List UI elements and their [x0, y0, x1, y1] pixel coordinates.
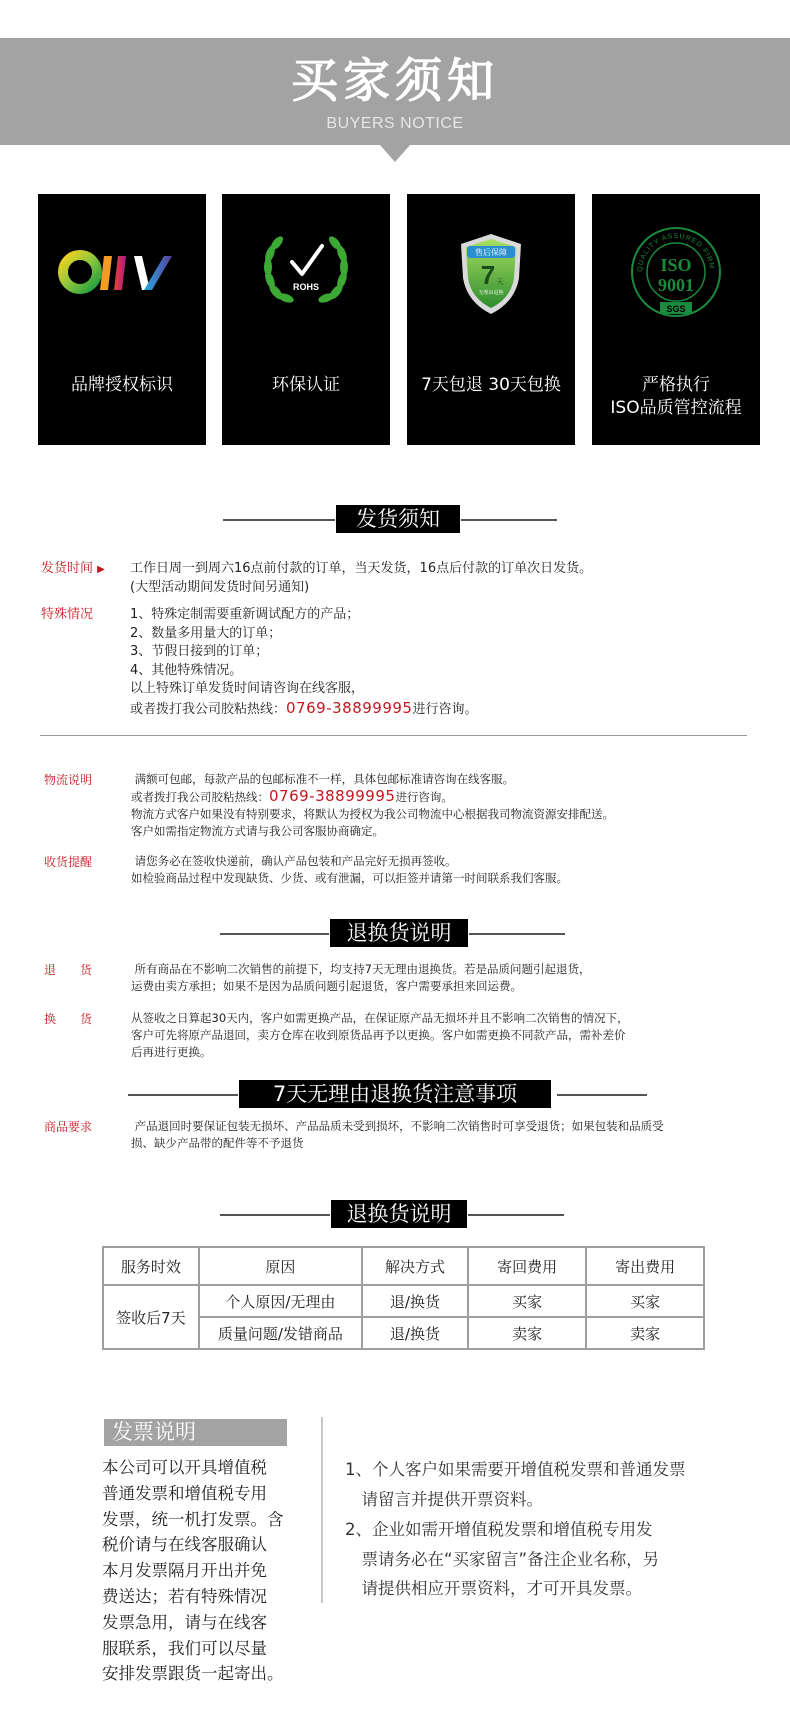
page-subtitle: BUYERS NOTICE: [326, 115, 464, 132]
card-warranty: [407, 194, 575, 445]
invoice-rule-1: 1、个人客户如果需要开增值税发票和普通发票 请留言并提供开票资料。: [345, 1460, 686, 1509]
section-title-7day-notice: 7天无理由退换货注意事项: [239, 1080, 551, 1108]
refund-text: 所有商品在不影响二次销售的前提下，均支持7天无理由退换货。若是品质问题引起退货， 运费由卖方承担；如果不是因为品质问题引起退货，客户需要承担来回运费。: [131, 962, 591, 993]
header-banner: [0, 38, 790, 145]
section-title-returns: 退换货说明: [330, 919, 468, 947]
table-header-cell: 寄出费用: [586, 1247, 704, 1285]
hotline-number: 0769-38899995: [269, 787, 396, 805]
table-cell: 退/换货: [362, 1285, 468, 1317]
rohs-text: ROHS: [292, 282, 320, 292]
card-label: 7天包退 30天包换: [421, 375, 561, 395]
section-divider: [468, 1214, 564, 1216]
table-row: [103, 1285, 704, 1317]
section-divider: [469, 933, 565, 935]
table-cell: 卖家: [586, 1317, 704, 1349]
table-cell: 买家: [586, 1285, 704, 1317]
section-title-shipping: 发货须知: [336, 505, 460, 533]
card-label: [592, 374, 760, 420]
invoice-description: 本公司可以开具增值税 普通发票和增值税专用 发票，统一机打发票。含 税价请与在线客服确认 本月发票隔月开出并免 费送达；若有特殊情况 发票急用，请与在线客 服联系，我们可以尽量 安排发票跟货一起寄出。: [102, 1458, 284, 1684]
brand-logo-icon: [38, 222, 206, 322]
rohs-laurel-icon: [222, 222, 390, 322]
returns-table: [102, 1246, 705, 1350]
seal-ring-text: QUALITY ASSURED FIRM: [636, 232, 716, 273]
section-divider: [223, 519, 335, 521]
card-label-line: 严格执行: [642, 375, 710, 395]
invoice-rule-2: 2、企业如需开增值税发票和增值税专用发 票请务必在“买家留言”备注企业名称，另 请提供相应开票资料，才可开具发票。: [345, 1520, 660, 1598]
horizontal-divider: [40, 735, 747, 736]
table-header-cell: 寄回费用: [468, 1247, 587, 1285]
table-cell: 卖家: [468, 1317, 587, 1349]
invoice-title: 发票说明: [104, 1419, 287, 1446]
card-brand-authorization: [38, 194, 206, 445]
section-divider: [220, 933, 329, 935]
table-cell: 个人原因/无理由: [199, 1285, 362, 1317]
section-divider: [220, 1214, 330, 1216]
page-title: 买家须知: [291, 54, 499, 109]
shield-top-text: 售后保障: [475, 248, 507, 257]
table-header-row: [103, 1247, 704, 1285]
hotline-number: 0769-38899995: [286, 698, 413, 717]
logistics-label: 物流说明: [44, 773, 93, 787]
invoice-divider: [321, 1417, 323, 1603]
receipt-text: 请您务必在签收快递前，确认产品包装和产品完好无损再签收。 如检验商品过程中发现缺货、少货、或有泄漏，可以拒签并请第一时间联系我们客服。: [131, 854, 568, 885]
table-cell: 买家: [468, 1285, 587, 1317]
seal-iso-text: ISO: [660, 255, 692, 275]
logistics-text: 满额可包邮，每款产品的包邮标准不一样，具体包邮标准请咨询在线客服。 或者拨打我公司胶粘热线：0769-38899995进行咨询。 物流方式客户如果没有特别要求，将默认为授权为我公司物流中心根据我司物流资源安排配送。 客户如需指定物流方式请与我公司客服协商确定。: [131, 772, 614, 838]
banner-arrow: [380, 145, 410, 162]
seal-sgs-text: SGS: [666, 304, 686, 314]
shield-small-text: 无理由退换: [478, 290, 504, 296]
product-requirement-label: 商品要求: [44, 1120, 93, 1134]
section-divider: [128, 1094, 238, 1096]
receipt-label: 收货提醒: [44, 855, 93, 869]
table-cell-period: 签收后7天: [103, 1285, 199, 1349]
table-cell: 质量问题/发错商品: [199, 1317, 362, 1349]
shield-unit: 天: [496, 278, 504, 286]
shield-number: 7: [480, 260, 496, 290]
seal-number-text: 9001: [658, 275, 694, 295]
product-requirement-text: 产品退回时要保证包装无损坏、产品品质未受到损坏，不影响二次销售时可享受退货；如果包装和品质受 损、缺少产品带的配件等不予退货: [131, 1119, 664, 1150]
table-header-cell: 原因: [199, 1247, 362, 1285]
card-iso: [592, 194, 760, 445]
section-divider: [557, 1094, 647, 1096]
shipping-time-text: 工作日周一到周六16点前付款的订单，当天发货，16点后付款的订单次日发货。 (大型活动期间发货时间另通知): [130, 561, 593, 595]
iso-seal-icon: [592, 222, 760, 322]
warranty-shield-icon: [407, 222, 575, 322]
table-cell: 退/换货: [362, 1317, 468, 1349]
shipping-time-label: 发货时间 ▶: [41, 561, 105, 576]
special-case-text: 1、特殊定制需要重新调试配方的产品； 2、数量多用量大的订单； 3、节假日接到的订单； 4、其他特殊情况。 以上特殊订单发货时间请咨询在线客服， 或者拨打我公司胶粘热线：0769-38899995进行咨询。: [130, 607, 478, 717]
refund-label: 退 货: [44, 963, 93, 977]
table-header-cell: 解决方式: [362, 1247, 468, 1285]
table-header-cell: 服务时效: [103, 1247, 199, 1285]
card-rohs-certification: [222, 194, 390, 445]
special-case-label: 特殊情况: [41, 607, 94, 622]
card-label: 环保认证: [272, 375, 340, 395]
section-title-returns-table: 退换货说明: [331, 1200, 467, 1228]
section-divider: [461, 519, 557, 521]
play-arrow-icon: ▶: [97, 564, 105, 575]
card-label: 品牌授权标识: [71, 375, 173, 395]
exchange-label: 换 货: [44, 1012, 93, 1026]
exchange-text: 从签收之日算起30天内，客户如需更换产品，在保证原产品无损坏并且不影响二次销售的情况下， 客户可先将原产品退回，卖方仓库在收到原货品再予以更换。客户如需更换不同款产品，需补差价 后再进行更换。: [131, 1011, 629, 1059]
card-label-line: ISO品质管控流程: [610, 398, 742, 418]
